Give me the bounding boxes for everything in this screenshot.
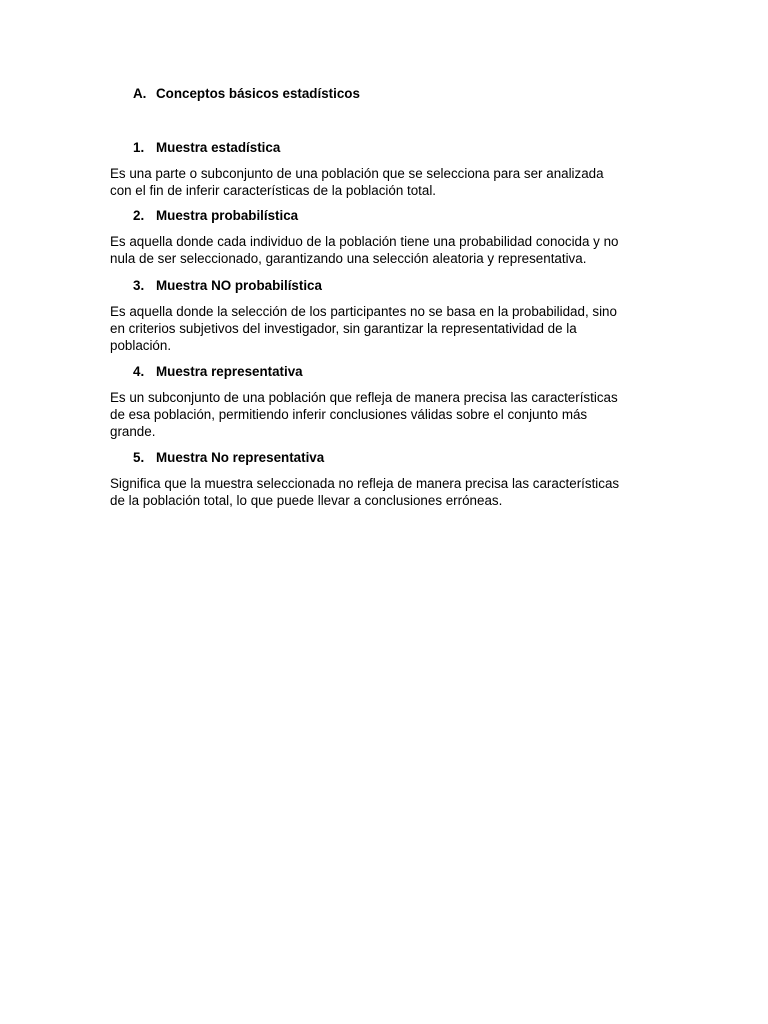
body-line: Es un subconjunto de una población que refleja de manera precisa las características bbox=[110, 390, 618, 405]
body-line: nula de ser seleccionado, garantizando una selección aleatoria y representativa. bbox=[110, 251, 587, 266]
item-body bbox=[110, 165, 655, 199]
section-title: Conceptos básicos estadísticos bbox=[156, 86, 360, 101]
body-line: Significa que la muestra seleccionada no refleja de manera precisa las características bbox=[110, 476, 620, 491]
item-title: Muestra NO probabilística bbox=[156, 278, 322, 293]
body-line: en criterios subjetivos del investigador, sin garantizar la representatividad de la bbox=[110, 321, 577, 336]
body-line: Es una parte o subconjunto de una población que se selecciona para ser analizada bbox=[110, 166, 604, 181]
item-number: 2. bbox=[133, 208, 145, 223]
section-marker: A. bbox=[133, 86, 147, 101]
item-heading bbox=[110, 449, 655, 466]
body-line: con el fin de inferir características de la población total. bbox=[110, 183, 437, 198]
item-body bbox=[110, 389, 655, 440]
body-line: Es aquella donde la selección de los participantes no se basa en la probabilidad, sino bbox=[110, 304, 617, 319]
list-item bbox=[110, 277, 655, 354]
item-body bbox=[110, 233, 655, 267]
item-body bbox=[110, 303, 655, 354]
item-title: Muestra No representativa bbox=[156, 450, 325, 465]
body-line: de esa población, permitiendo inferir conclusiones válidas sobre el conjunto más bbox=[110, 407, 588, 422]
list-item bbox=[110, 363, 655, 440]
body-line: Es aquella donde cada individuo de la población tiene una probabilidad conocida y no bbox=[110, 234, 619, 249]
item-heading bbox=[110, 139, 655, 156]
item-heading bbox=[110, 277, 655, 294]
item-number: 4. bbox=[133, 364, 145, 379]
item-heading bbox=[110, 207, 655, 224]
item-body bbox=[110, 475, 655, 509]
section-heading bbox=[133, 85, 360, 102]
list-item bbox=[110, 449, 655, 509]
item-title: Muestra probabilística bbox=[156, 208, 299, 223]
body-line: de la población total, lo que puede llevar a conclusiones erróneas. bbox=[110, 493, 503, 508]
item-number: 3. bbox=[133, 278, 145, 293]
item-title: Muestra representativa bbox=[156, 364, 303, 379]
item-heading bbox=[110, 363, 655, 380]
body-line: población. bbox=[110, 338, 172, 353]
list-item bbox=[110, 207, 655, 267]
item-title: Muestra estadística bbox=[156, 140, 281, 155]
body-line: grande. bbox=[110, 424, 156, 439]
item-number: 1. bbox=[133, 140, 145, 155]
item-number: 5. bbox=[133, 450, 145, 465]
list-item bbox=[110, 139, 655, 199]
